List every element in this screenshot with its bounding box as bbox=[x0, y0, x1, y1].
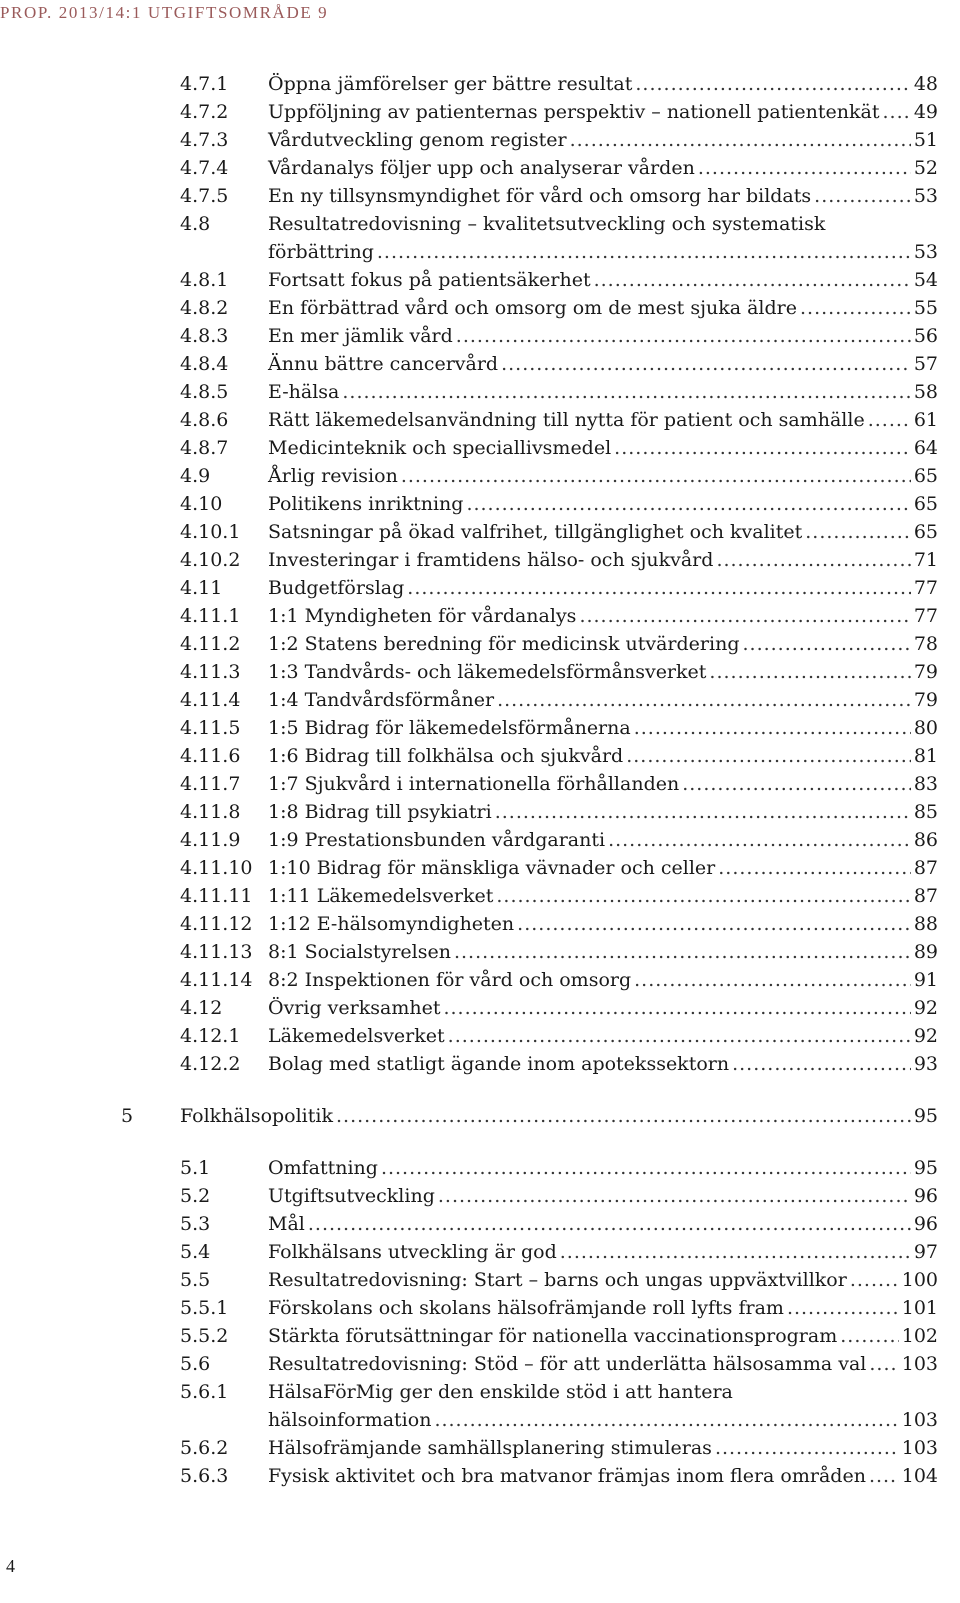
toc-entry[interactable] bbox=[0, 1154, 960, 1182]
toc-entry-body bbox=[268, 1210, 938, 1238]
toc-entry-page: 56 bbox=[913, 325, 938, 347]
toc-entry-body bbox=[268, 406, 938, 434]
dot-leader bbox=[614, 434, 911, 462]
toc-entry-number: 4.9 bbox=[180, 465, 211, 487]
toc-entry-number: 5.6.3 bbox=[180, 1465, 229, 1487]
toc-entry-page: 49 bbox=[913, 101, 938, 123]
toc-entry-body bbox=[268, 882, 938, 910]
dot-leader bbox=[501, 350, 911, 378]
toc-entry[interactable] bbox=[0, 1182, 960, 1210]
toc-entry-title: E-hälsa bbox=[268, 381, 340, 403]
toc-entry-number: 4.7.3 bbox=[180, 129, 229, 151]
toc-entry[interactable] bbox=[0, 350, 960, 378]
toc-entry-body bbox=[268, 686, 938, 714]
toc-entry[interactable] bbox=[0, 770, 960, 798]
toc-entry-title: Stärkta förutsättningar för nationella vaccinationsprogram bbox=[268, 1325, 838, 1347]
toc-entry-page: 51 bbox=[913, 129, 938, 151]
toc-entry-body bbox=[268, 154, 938, 182]
toc-entry-page: 83 bbox=[913, 773, 938, 795]
dot-leader bbox=[869, 1350, 898, 1378]
dot-leader bbox=[443, 994, 910, 1022]
dot-leader bbox=[448, 1022, 911, 1050]
toc-entry-title: En förbättrad vård och omsorg om de mest sjuka äldre bbox=[268, 297, 797, 319]
toc-entry-title: Vårdutveckling genom register bbox=[268, 129, 567, 151]
toc-entry-title: Rätt läkemedelsanvändning till nytta för patient och samhälle bbox=[268, 409, 865, 431]
toc-entry-body bbox=[268, 1350, 938, 1378]
toc-entry[interactable] bbox=[0, 1350, 960, 1378]
toc-entry-title: Politikens inriktning bbox=[268, 493, 464, 515]
toc-entry[interactable] bbox=[0, 994, 960, 1022]
toc-entry[interactable] bbox=[0, 602, 960, 630]
toc-entry-title: Folkhälsopolitik bbox=[180, 1105, 333, 1127]
toc-entry-number: 4.12 bbox=[180, 997, 223, 1019]
toc-entry-body bbox=[268, 1294, 938, 1322]
toc-entry-title: 1:10 Bidrag för mänskliga vävnader och celler bbox=[268, 857, 716, 879]
toc-entry-body bbox=[268, 126, 938, 154]
dot-leader bbox=[336, 1102, 911, 1130]
toc-entry-page: 97 bbox=[913, 1241, 938, 1263]
toc-entry-number: 4.11.6 bbox=[180, 745, 241, 767]
dot-leader bbox=[454, 938, 911, 966]
toc-entry-body bbox=[268, 966, 938, 994]
toc-entry-title: En ny tillsynsmyndighet för vård och omsorg har bildats bbox=[268, 185, 812, 207]
toc-entry-page: 77 bbox=[913, 577, 938, 599]
toc-entry-page: 53 bbox=[913, 185, 938, 207]
toc-entry-title: Resultatredovisning: Stöd – för att underlätta hälsosamma val bbox=[268, 1353, 867, 1375]
toc-entry-title: 1:1 Myndigheten för vårdanalys bbox=[268, 605, 577, 627]
toc-entry-body bbox=[268, 434, 938, 462]
dot-leader bbox=[377, 238, 911, 266]
toc-entry-number: 4.8 bbox=[180, 213, 211, 235]
toc-entry-body bbox=[268, 1378, 938, 1434]
toc-entry-number: 4.8.7 bbox=[180, 437, 229, 459]
toc-entry[interactable] bbox=[0, 910, 960, 938]
toc-entry-number: 4.11.14 bbox=[180, 969, 253, 991]
toc-entry-body bbox=[268, 910, 938, 938]
toc-entry-page: 95 bbox=[913, 1105, 938, 1127]
toc-entry-page: 64 bbox=[913, 437, 938, 459]
toc-entry-title: förbättring bbox=[268, 241, 374, 263]
toc-entry-number: 4.8.4 bbox=[180, 353, 229, 375]
toc-entry-number: 4.8.1 bbox=[180, 269, 229, 291]
dot-leader bbox=[787, 1294, 899, 1322]
toc-entry[interactable] bbox=[0, 1102, 960, 1130]
dot-leader bbox=[342, 378, 910, 406]
toc-entry-page: 65 bbox=[913, 465, 938, 487]
toc-entry[interactable] bbox=[0, 266, 960, 294]
toc-entry[interactable] bbox=[0, 462, 960, 490]
toc-entry-title: 8:2 Inspektionen för vård och omsorg bbox=[268, 969, 632, 991]
dot-leader bbox=[634, 966, 911, 994]
toc-entry-body bbox=[268, 294, 938, 322]
toc-entry-body bbox=[268, 742, 938, 770]
toc-entry-number: 4.11.3 bbox=[180, 661, 241, 683]
toc-entry-page: 52 bbox=[913, 157, 938, 179]
dot-leader bbox=[732, 1050, 911, 1078]
toc-entry-number: 4.11.5 bbox=[180, 717, 241, 739]
toc-entry-body bbox=[268, 1322, 938, 1350]
toc-entry-title: En mer jämlik vård bbox=[268, 325, 453, 347]
toc-entry-page: 85 bbox=[913, 801, 938, 823]
toc-entry-page: 92 bbox=[913, 1025, 938, 1047]
dot-leader bbox=[594, 266, 911, 294]
toc-entry-page: 93 bbox=[913, 1053, 938, 1075]
toc-entry[interactable] bbox=[0, 882, 960, 910]
toc-entry-page: 103 bbox=[901, 1353, 938, 1375]
dot-leader bbox=[401, 462, 911, 490]
dot-leader bbox=[496, 882, 910, 910]
dot-leader bbox=[308, 1210, 911, 1238]
toc-entry[interactable] bbox=[0, 686, 960, 714]
dot-leader bbox=[495, 798, 911, 826]
dot-leader bbox=[434, 1406, 898, 1434]
toc-entry[interactable] bbox=[0, 210, 960, 266]
toc-entry-body bbox=[268, 1434, 938, 1462]
toc-entry-page: 87 bbox=[913, 885, 938, 907]
toc-entry[interactable] bbox=[0, 518, 960, 546]
dot-leader bbox=[466, 490, 910, 518]
toc-entry-title: Uppföljning av patienternas perspektiv – nationell patientenkät bbox=[268, 101, 880, 123]
dot-leader bbox=[634, 714, 911, 742]
toc-entry-number: 4.11.11 bbox=[180, 885, 253, 907]
toc-entry-page: 96 bbox=[913, 1185, 938, 1207]
dot-leader bbox=[608, 826, 911, 854]
toc-entry-body bbox=[268, 350, 938, 378]
toc-entry-page: 87 bbox=[913, 857, 938, 879]
toc-entry-page: 88 bbox=[913, 913, 938, 935]
toc-entry-number: 5.5 bbox=[180, 1269, 211, 1291]
toc-entry-body bbox=[268, 210, 938, 266]
toc-entry-body bbox=[268, 182, 938, 210]
toc-entry-title: 1:6 Bidrag till folkhälsa och sjukvård bbox=[268, 745, 624, 767]
toc-entry[interactable] bbox=[0, 574, 960, 602]
dot-leader bbox=[626, 742, 911, 770]
toc-entry[interactable] bbox=[0, 742, 960, 770]
toc-entry-title: Bolag med statligt ägande inom apotekssektorn bbox=[268, 1053, 730, 1075]
toc-entry-body bbox=[268, 1266, 938, 1294]
toc-entry-title: 1:11 Läkemedelsverket bbox=[268, 885, 494, 907]
toc-entry-number: 5.6.2 bbox=[180, 1437, 229, 1459]
toc-entry[interactable] bbox=[0, 406, 960, 434]
dot-leader bbox=[868, 406, 911, 434]
dot-leader bbox=[560, 1238, 911, 1266]
toc-entry-title: 1:3 Tandvårds- och läkemedelsförmånsverket bbox=[268, 661, 707, 683]
toc-entry[interactable] bbox=[0, 1378, 960, 1434]
toc-entry-title: Vårdanalys följer upp och analyserar vården bbox=[268, 157, 695, 179]
toc-entry-body bbox=[268, 1154, 938, 1182]
toc-entry[interactable] bbox=[0, 1434, 960, 1462]
toc-entry-title: Medicinteknik och speciallivsmedel bbox=[268, 437, 612, 459]
toc-entry-title: 1:8 Bidrag till psykiatri bbox=[268, 801, 492, 823]
toc-entry-title: 1:2 Statens beredning för medicinsk utvärdering bbox=[268, 633, 740, 655]
toc-entry-page: 57 bbox=[913, 353, 938, 375]
toc-entry-number: 4.7.5 bbox=[180, 185, 229, 207]
toc-entry-body bbox=[268, 1238, 938, 1266]
toc-entry-body bbox=[268, 602, 938, 630]
toc-entry[interactable] bbox=[0, 1462, 960, 1490]
toc-entry[interactable] bbox=[0, 630, 960, 658]
toc-entry-title: Resultatredovisning: Start – barns och ungas uppväxtvillkor bbox=[268, 1269, 847, 1291]
toc-entry-body bbox=[268, 266, 938, 294]
toc-entry-page: 103 bbox=[901, 1437, 938, 1459]
toc-entry-page: 79 bbox=[913, 661, 938, 683]
toc-entry-title: Satsningar på ökad valfrihet, tillgänglighet och kvalitet bbox=[268, 521, 803, 543]
toc-entry-body bbox=[268, 1050, 938, 1078]
toc-entry-number: 4.7.2 bbox=[180, 101, 229, 123]
toc-entry-body bbox=[268, 518, 938, 546]
toc-entry[interactable] bbox=[0, 322, 960, 350]
toc-entry[interactable] bbox=[0, 294, 960, 322]
dot-leader bbox=[698, 154, 911, 182]
toc-entry[interactable] bbox=[0, 1022, 960, 1050]
toc-entry-page: 77 bbox=[913, 605, 938, 627]
toc-entry-page: 48 bbox=[913, 73, 938, 95]
toc-entry-body bbox=[268, 574, 938, 602]
toc-entry-number: 5.5.2 bbox=[180, 1325, 229, 1347]
toc-entry[interactable] bbox=[0, 966, 960, 994]
toc-entry-title-first-line: Resultatredovisning – kvalitetsutveckling och systematisk bbox=[268, 213, 826, 235]
toc-entry[interactable] bbox=[0, 434, 960, 462]
toc-entry-page: 61 bbox=[913, 409, 938, 431]
toc-entry-number: 4.11.1 bbox=[180, 605, 241, 627]
toc-entry-page: 81 bbox=[913, 745, 938, 767]
toc-entry-body bbox=[268, 462, 938, 490]
dot-leader bbox=[438, 1182, 911, 1210]
toc-entry-page: 65 bbox=[913, 521, 938, 543]
toc-entry-number: 4.12.1 bbox=[180, 1025, 241, 1047]
toc-entry-number: 5.6.1 bbox=[180, 1381, 229, 1403]
toc-entry[interactable] bbox=[0, 938, 960, 966]
toc-entry-number: 4.7.1 bbox=[180, 73, 229, 95]
toc-entry[interactable] bbox=[0, 826, 960, 854]
toc-entry[interactable] bbox=[0, 378, 960, 406]
toc-entry-number: 4.11.2 bbox=[180, 633, 241, 655]
toc-entry[interactable] bbox=[0, 1294, 960, 1322]
toc-entry[interactable] bbox=[0, 1210, 960, 1238]
toc-entry-page: 101 bbox=[901, 1297, 938, 1319]
toc-entry-number: 5.6 bbox=[180, 1353, 211, 1375]
toc-entry-body bbox=[268, 994, 938, 1022]
toc-entry-number: 4.11.12 bbox=[180, 913, 253, 935]
toc-entry-number: 5 bbox=[121, 1105, 134, 1127]
toc-entry-title: 1:7 Sjukvård i internationella förhållanden bbox=[268, 773, 680, 795]
toc-entry-title: Läkemedelsverket bbox=[268, 1025, 445, 1047]
toc-entry-number: 4.11.9 bbox=[180, 829, 241, 851]
toc-entry-page: 58 bbox=[913, 381, 938, 403]
toc-entry-number: 5.2 bbox=[180, 1185, 211, 1207]
toc-entry-title: 8:1 Socialstyrelsen bbox=[268, 941, 451, 963]
toc-entry-title: Utgiftsutveckling bbox=[268, 1185, 435, 1207]
toc-entry[interactable] bbox=[0, 546, 960, 574]
toc-entry[interactable] bbox=[0, 1266, 960, 1294]
dot-leader bbox=[840, 1322, 899, 1350]
toc-entry-number: 4.8.2 bbox=[180, 297, 229, 319]
toc-entry-page: 96 bbox=[913, 1213, 938, 1235]
toc-entry-number: 5.5.1 bbox=[180, 1297, 229, 1319]
dot-leader bbox=[579, 602, 910, 630]
toc-entry-page: 71 bbox=[913, 549, 938, 571]
dot-leader bbox=[718, 854, 911, 882]
toc-entry-title: Folkhälsans utveckling är god bbox=[268, 1241, 557, 1263]
toc-entry-body bbox=[268, 322, 938, 350]
dot-leader bbox=[805, 518, 911, 546]
toc-entry-title: Fortsatt fokus på patientsäkerhet bbox=[268, 269, 591, 291]
dot-leader bbox=[709, 658, 910, 686]
toc-entry[interactable] bbox=[0, 854, 960, 882]
toc-entry-title: 1:4 Tandvårdsförmåner bbox=[268, 689, 495, 711]
page-number: 4 bbox=[6, 1556, 15, 1576]
dot-leader bbox=[715, 1434, 899, 1462]
toc-entry-title: Fysisk aktivitet och bra matvanor främjas inom flera områden bbox=[268, 1465, 866, 1487]
toc-entry-number: 5.3 bbox=[180, 1213, 211, 1235]
toc-entry-number: 5.1 bbox=[180, 1157, 211, 1179]
toc-entry-body bbox=[180, 1102, 938, 1130]
dot-leader bbox=[635, 70, 910, 98]
toc-entry-number: 4.10.1 bbox=[180, 521, 241, 543]
toc-entry-number: 4.10.2 bbox=[180, 549, 241, 571]
toc-entry-body bbox=[268, 1182, 938, 1210]
toc-entry-title: Ännu bättre cancervård bbox=[268, 353, 499, 375]
dot-leader bbox=[716, 546, 910, 574]
toc-entry[interactable] bbox=[0, 658, 960, 686]
toc-entry-title: Öppna jämförelser ger bättre resultat bbox=[268, 73, 633, 95]
toc-entry-title: Investeringar i framtidens hälso- och sjukvård bbox=[268, 549, 714, 571]
toc-entry[interactable] bbox=[0, 490, 960, 518]
toc-entry-page: 104 bbox=[901, 1465, 938, 1487]
toc-entry-number: 4.8.5 bbox=[180, 381, 229, 403]
dot-leader bbox=[497, 686, 911, 714]
toc-entry-body bbox=[268, 770, 938, 798]
dot-leader bbox=[517, 910, 911, 938]
toc-entry[interactable] bbox=[0, 714, 960, 742]
toc-entry-number: 4.11 bbox=[180, 577, 223, 599]
toc-entry-body bbox=[268, 714, 938, 742]
dot-leader bbox=[800, 294, 911, 322]
toc-entry-body bbox=[268, 630, 938, 658]
toc-entry-body bbox=[268, 826, 938, 854]
toc-entry-page: 103 bbox=[901, 1409, 938, 1431]
toc-entry-number: 4.11.4 bbox=[180, 689, 241, 711]
dot-leader bbox=[814, 182, 911, 210]
toc-entry-page: 54 bbox=[913, 269, 938, 291]
toc-entry-title: 1:9 Prestationsbunden vårdgaranti bbox=[268, 829, 606, 851]
dot-leader bbox=[869, 1462, 899, 1490]
toc-entry-body bbox=[268, 1022, 938, 1050]
toc-entry-title: Hälsofrämjande samhällsplanering stimuleras bbox=[268, 1437, 712, 1459]
toc-entry-page: 92 bbox=[913, 997, 938, 1019]
toc-entry[interactable] bbox=[0, 126, 960, 154]
toc-entry-page: 80 bbox=[913, 717, 938, 739]
toc-entry[interactable] bbox=[0, 70, 960, 98]
toc-entry-body bbox=[268, 658, 938, 686]
toc-entry-page: 95 bbox=[913, 1157, 938, 1179]
toc-entry[interactable] bbox=[0, 182, 960, 210]
dot-leader bbox=[456, 322, 911, 350]
toc-entry-number: 4.12.2 bbox=[180, 1053, 241, 1075]
toc-entry-title: Omfattning bbox=[268, 1157, 378, 1179]
toc-entry-title: 1:12 E-hälsomyndigheten bbox=[268, 913, 515, 935]
toc-entry-title: Förskolans och skolans hälsofrämjande roll lyfts fram bbox=[268, 1297, 784, 1319]
toc-entry-number: 5.4 bbox=[180, 1241, 211, 1263]
toc-entry-body bbox=[268, 854, 938, 882]
toc-entry-body bbox=[268, 70, 938, 98]
toc-entry-page: 79 bbox=[913, 689, 938, 711]
toc-entry-number: 4.11.10 bbox=[180, 857, 253, 879]
toc-entry-body bbox=[268, 1462, 938, 1490]
toc-entry-page: 89 bbox=[913, 941, 938, 963]
toc-entry-number: 4.8.6 bbox=[180, 409, 229, 431]
dot-leader bbox=[682, 770, 911, 798]
dot-leader bbox=[570, 126, 911, 154]
toc-entry[interactable] bbox=[0, 154, 960, 182]
dot-leader bbox=[850, 1266, 899, 1294]
toc-entry-page: 102 bbox=[901, 1325, 938, 1347]
toc-entry-number: 4.11.13 bbox=[180, 941, 253, 963]
toc-entry-number: 4.10 bbox=[180, 493, 223, 515]
toc-entry-page: 78 bbox=[913, 633, 938, 655]
toc-entry-number: 4.11.8 bbox=[180, 801, 241, 823]
toc-entry-page: 55 bbox=[913, 297, 938, 319]
toc-entry-title: Övrig verksamhet bbox=[268, 997, 441, 1019]
toc-entry-body bbox=[268, 546, 938, 574]
toc-entry-body bbox=[268, 490, 938, 518]
toc-entry-page: 91 bbox=[913, 969, 938, 991]
toc-entry-title: Årlig revision bbox=[268, 465, 398, 487]
toc-entry-title: hälsoinformation bbox=[268, 1409, 432, 1431]
toc-entry-body bbox=[268, 798, 938, 826]
toc-entry-number: 4.11.7 bbox=[180, 773, 241, 795]
toc-entry-title-first-line: HälsaFörMig ger den enskilde stöd i att hantera bbox=[268, 1381, 733, 1403]
running-header: PROP. 2013/14:1 UTGIFTSOMRÅDE 9 bbox=[0, 3, 329, 22]
toc-entry-title: Mål bbox=[268, 1213, 305, 1235]
toc-entry-body bbox=[268, 378, 938, 406]
dot-leader bbox=[381, 1154, 911, 1182]
dot-leader bbox=[882, 98, 910, 126]
toc-entry-page: 65 bbox=[913, 493, 938, 515]
table-of-contents bbox=[0, 70, 960, 1490]
toc-entry-page: 86 bbox=[913, 829, 938, 851]
toc-entry-page: 53 bbox=[913, 241, 938, 263]
toc-entry[interactable] bbox=[0, 1238, 960, 1266]
toc-entry[interactable] bbox=[0, 1050, 960, 1078]
toc-entry-number: 4.8.3 bbox=[180, 325, 229, 347]
toc-entry-body bbox=[268, 938, 938, 966]
toc-entry-title: Budgetförslag bbox=[268, 577, 405, 599]
toc-entry[interactable] bbox=[0, 798, 960, 826]
toc-entry[interactable] bbox=[0, 1322, 960, 1350]
dot-leader bbox=[742, 630, 910, 658]
toc-entry-title: 1:5 Bidrag för läkemedelsförmånerna bbox=[268, 717, 631, 739]
toc-entry[interactable] bbox=[0, 98, 960, 126]
toc-entry-number: 4.7.4 bbox=[180, 157, 229, 179]
dot-leader bbox=[407, 574, 911, 602]
toc-entry-body bbox=[268, 98, 938, 126]
toc-entry-page: 100 bbox=[901, 1269, 938, 1291]
